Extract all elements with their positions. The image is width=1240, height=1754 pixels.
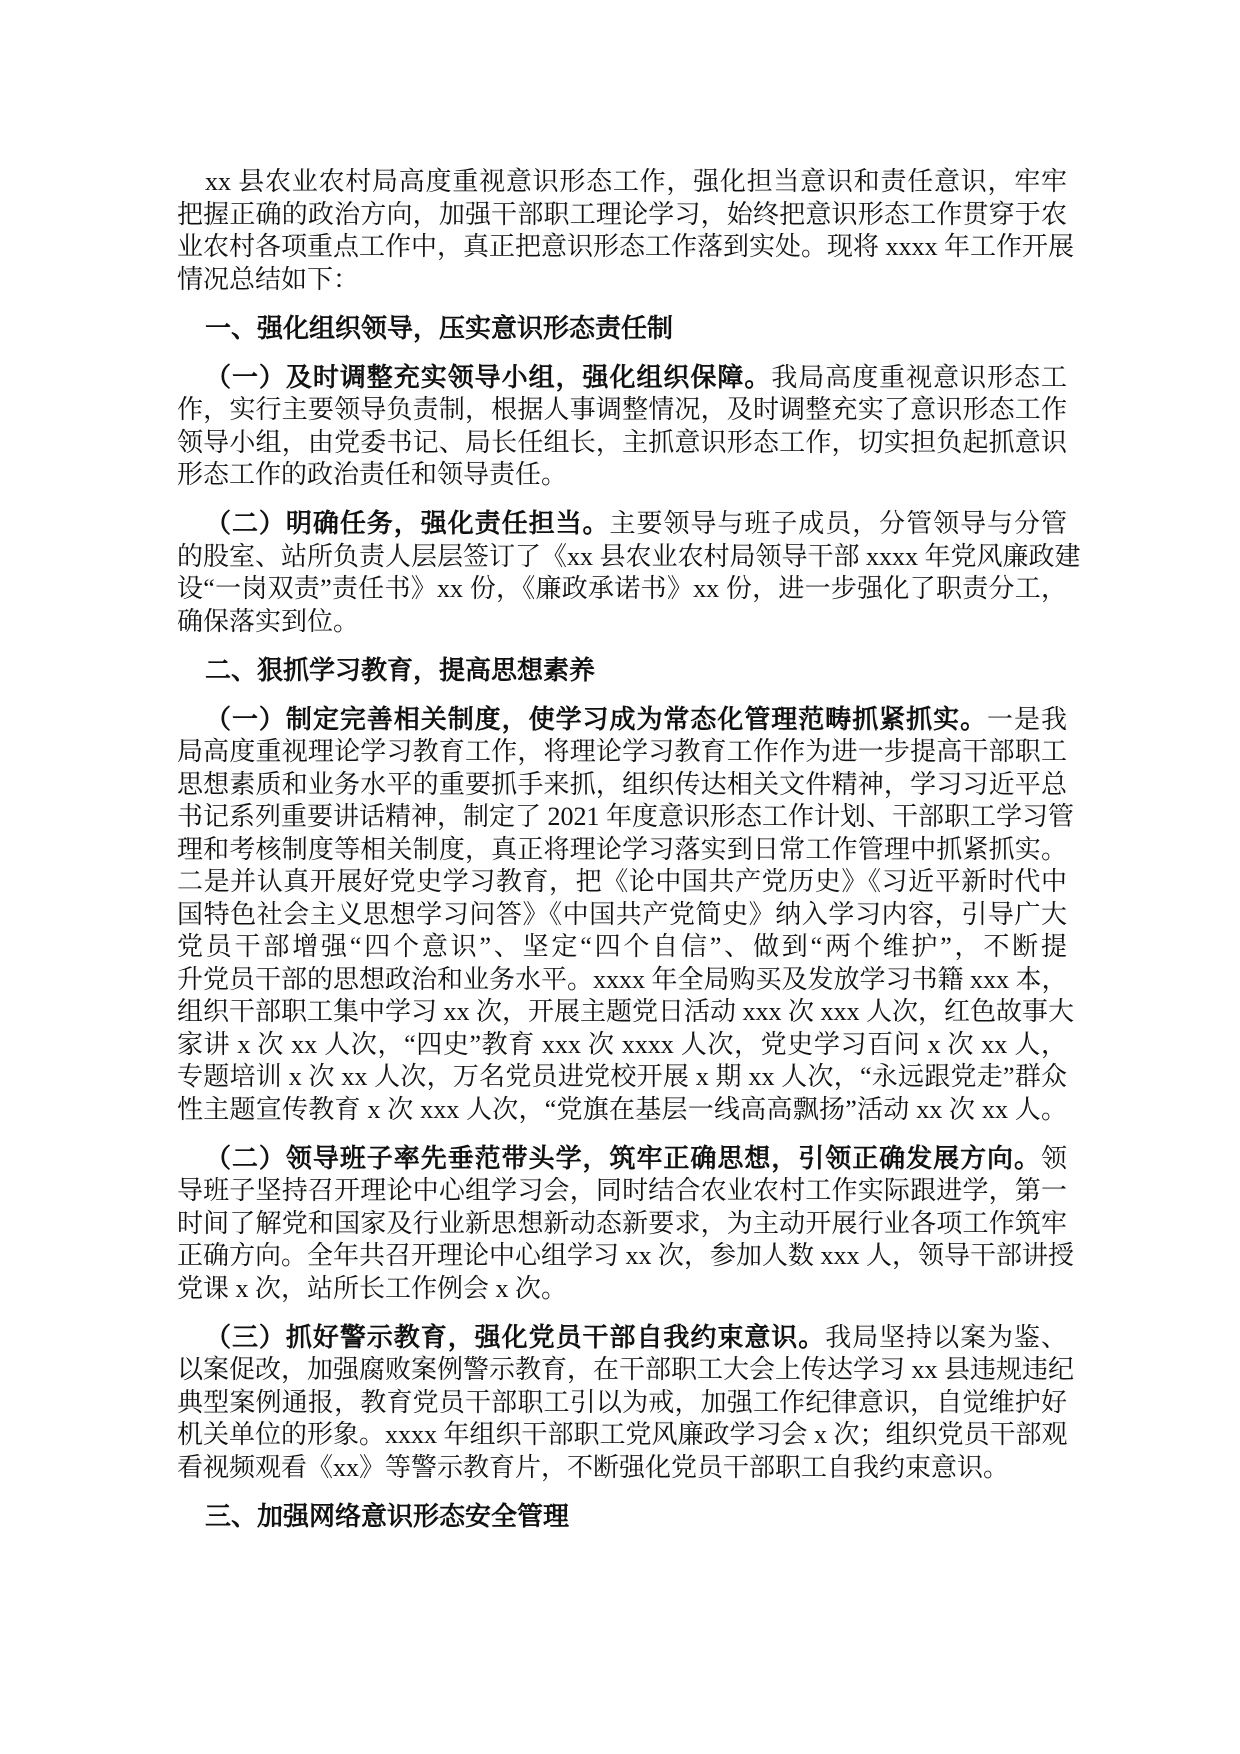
line-text: 书记系列重要讲话精神，制定了 2021 年度意识形态工作计划、干部职工学习管 [177, 802, 1075, 831]
line-text: 把握正确的政治方向，加强干部职工理论学习，始终把意识形态工作贯穿于农 [177, 199, 1067, 229]
text-line [177, 704, 1067, 737]
line-text: 一、强化组织领导，压实意识形态责任制 [205, 313, 674, 343]
line-text: 家讲 x 次 xx 人次，“四史”教育 xxx 次 xxxx 人次，党史学习百问 x 次 xx 人， [177, 1029, 1067, 1059]
line-text: 理和考核制度等相关制度，真正将理论学习落实到日常工作管理中抓紧抓实。 [177, 834, 1067, 864]
text-line [177, 1452, 1067, 1485]
text-line [177, 996, 1075, 1029]
line-text: 正确方向。全年共召开理论中心组学习 xx 次，参加人数 xxx 人，领导干部讲授 [177, 1241, 1075, 1270]
line-text: 二是并认真开展好党史学习教育，把《论中国共产党历史》《习近平新时代中 [177, 867, 1067, 896]
text-line [177, 1501, 1067, 1534]
text-line [177, 1273, 1067, 1306]
paragraph [177, 166, 1075, 296]
line-text: 领导小组，由党委书记、局长任组长，主抓意识形态工作，切实担负起抓意识 [177, 427, 1067, 457]
text-line [177, 1029, 1067, 1062]
line-text: 党员干部增强“四个意识”、坚定“四个自信”、做到“两个维护”，不断提 [177, 932, 1067, 961]
paragraph [177, 508, 1081, 638]
section-heading [177, 655, 1067, 688]
line-text: 导班子坚持召开理论中心组学习会，同时结合农业农村工作实际跟进学，第一 [177, 1176, 1067, 1205]
line-text: 我局高度重视意识形态工 [771, 362, 1067, 392]
text-line [177, 931, 1067, 964]
line-text: 作，实行主要领导负责制，根据人事调整情况，及时调整充实了意识形态工作 [177, 395, 1067, 424]
text-line [177, 199, 1067, 232]
text-line [177, 964, 1067, 997]
text-line [177, 866, 1067, 899]
text-line [177, 834, 1067, 867]
text-line [177, 899, 1067, 932]
text-line [177, 1387, 1067, 1420]
line-text: 升党员干部的思想政治和业务水平。xxxx 年全局购买及发放学习书籍 xxx 本， [177, 964, 1068, 994]
text-line [177, 1354, 1075, 1387]
text-line [177, 231, 1075, 264]
line-text: 时间了解党和国家及行业新思想新动态新要求，为主动开展行业各项工作筑牢 [177, 1208, 1067, 1238]
line-text: 一是我 [987, 704, 1067, 734]
text-line [177, 1175, 1067, 1208]
text-line [177, 736, 1067, 769]
paragraph [177, 1322, 1075, 1485]
subsection-lead: （二）领导班子率先垂范带头学，筑牢正确思想，引领正确发展方向。 [205, 1143, 1041, 1173]
text-line [177, 1240, 1075, 1273]
text-line [177, 362, 1067, 395]
text-line [177, 655, 1067, 688]
line-text: 设“一岗双责”责任书》xx 份，《廉政承诺书》xx 份，进一步强化了职责分工， [177, 574, 1067, 603]
line-text: 性主题宣传教育 x 次 xxx 人次，“党旗在基层一线高高飘扬”活动 xx 次 xx 人。 [177, 1094, 1067, 1124]
line-text: 看视频观看《xx》等警示教育片，不断强化党员干部职工自我约束意识。 [177, 1452, 1010, 1482]
paragraph [177, 362, 1067, 492]
line-text: 思想素质和业务水平的重要抓手来抓，组织传达相关文件精神，学习习近平总 [177, 769, 1067, 799]
text-line [177, 606, 1067, 639]
line-text: 国特色社会主义思想学习问答》《中国共产党简史》纳入学习内容，引导广大 [177, 899, 1067, 929]
text-line [177, 541, 1081, 574]
section-heading [177, 313, 1067, 346]
text-line [177, 313, 1067, 346]
paragraph [177, 1143, 1075, 1306]
text-line [177, 801, 1075, 834]
line-text: 形态工作的政治责任和领导责任。 [177, 460, 568, 489]
text-line [177, 1143, 1067, 1176]
line-text: 确保落实到位。 [177, 606, 360, 636]
text-line [177, 1094, 1067, 1127]
text-line [177, 264, 1067, 297]
text-line [177, 1061, 1067, 1094]
line-text: 专题培训 x 次 xx 人次，万名党员进党校开展 x 期 xx 人次，“永远跟党走”群众 [177, 1062, 1067, 1091]
text-line [177, 1419, 1067, 1452]
subsection-lead: （三）抓好警示教育，强化党员干部自我约束意识。 [205, 1322, 826, 1352]
text-line [177, 427, 1067, 460]
subsection-lead: （二）明确任务，强化责任担当。 [205, 509, 610, 538]
text-line [177, 166, 1067, 199]
line-text: 党课 x 次，站所长工作例会 x 次。 [177, 1273, 568, 1303]
document-page [177, 166, 1081, 1550]
text-line [177, 769, 1067, 802]
line-text: 局高度重视理论学习教育工作，将理论学习教育工作作为进一步提高干部职工 [177, 737, 1067, 766]
text-line [177, 1322, 1067, 1355]
line-text: 主要领导与班子成员，分管领导与分管 [609, 509, 1067, 538]
text-line [177, 1208, 1067, 1241]
line-text: 情况总结如下： [177, 264, 360, 294]
line-text: 我局坚持以案为鉴、 [825, 1322, 1067, 1352]
text-line [177, 573, 1067, 606]
line-text: 的股室、站所负责人层层签订了《xx 县农业农村局领导干部 xxxx 年党风廉政建 [177, 541, 1081, 571]
line-text: 业农村各项重点工作中，真正把意识形态工作落到实处。现将 xxxx 年工作开展 [177, 232, 1075, 261]
line-text: 二、狠抓学习教育，提高思想素养 [205, 655, 596, 685]
text-line [177, 459, 1067, 492]
subsection-lead: （一）及时调整充实领导小组，强化组织保障。 [205, 362, 772, 392]
line-text: 三、加强网络意识形态安全管理 [205, 1501, 570, 1531]
line-text: 领 [1040, 1143, 1067, 1173]
subsection-lead: （一）制定完善相关制度，使学习成为常态化管理范畴抓紧抓实。 [205, 704, 988, 734]
section-heading [177, 1501, 1067, 1534]
line-text: 典型案例通报，教育党员干部职工引以为戒，加强工作纪律意识，自觉维护好 [177, 1387, 1067, 1417]
paragraph [177, 704, 1075, 1127]
line-text: 机关单位的形象。xxxx 年组织干部职工党风廉政学习会 x 次；组织党员干部观 [177, 1420, 1068, 1449]
text-line [177, 508, 1067, 541]
line-text: xx 县农业农村局高度重视意识形态工作，强化担当意识和责任意识，牢牢 [205, 167, 1067, 196]
line-text: 组织干部职工集中学习 xx 次，开展主题党日活动 xxx 次 xxx 人次，红色故事大 [177, 997, 1075, 1026]
line-text: 以案促改，加强腐败案例警示教育，在干部职工大会上传达学习 xx 县违规违纪 [177, 1355, 1075, 1384]
text-line [177, 394, 1067, 427]
